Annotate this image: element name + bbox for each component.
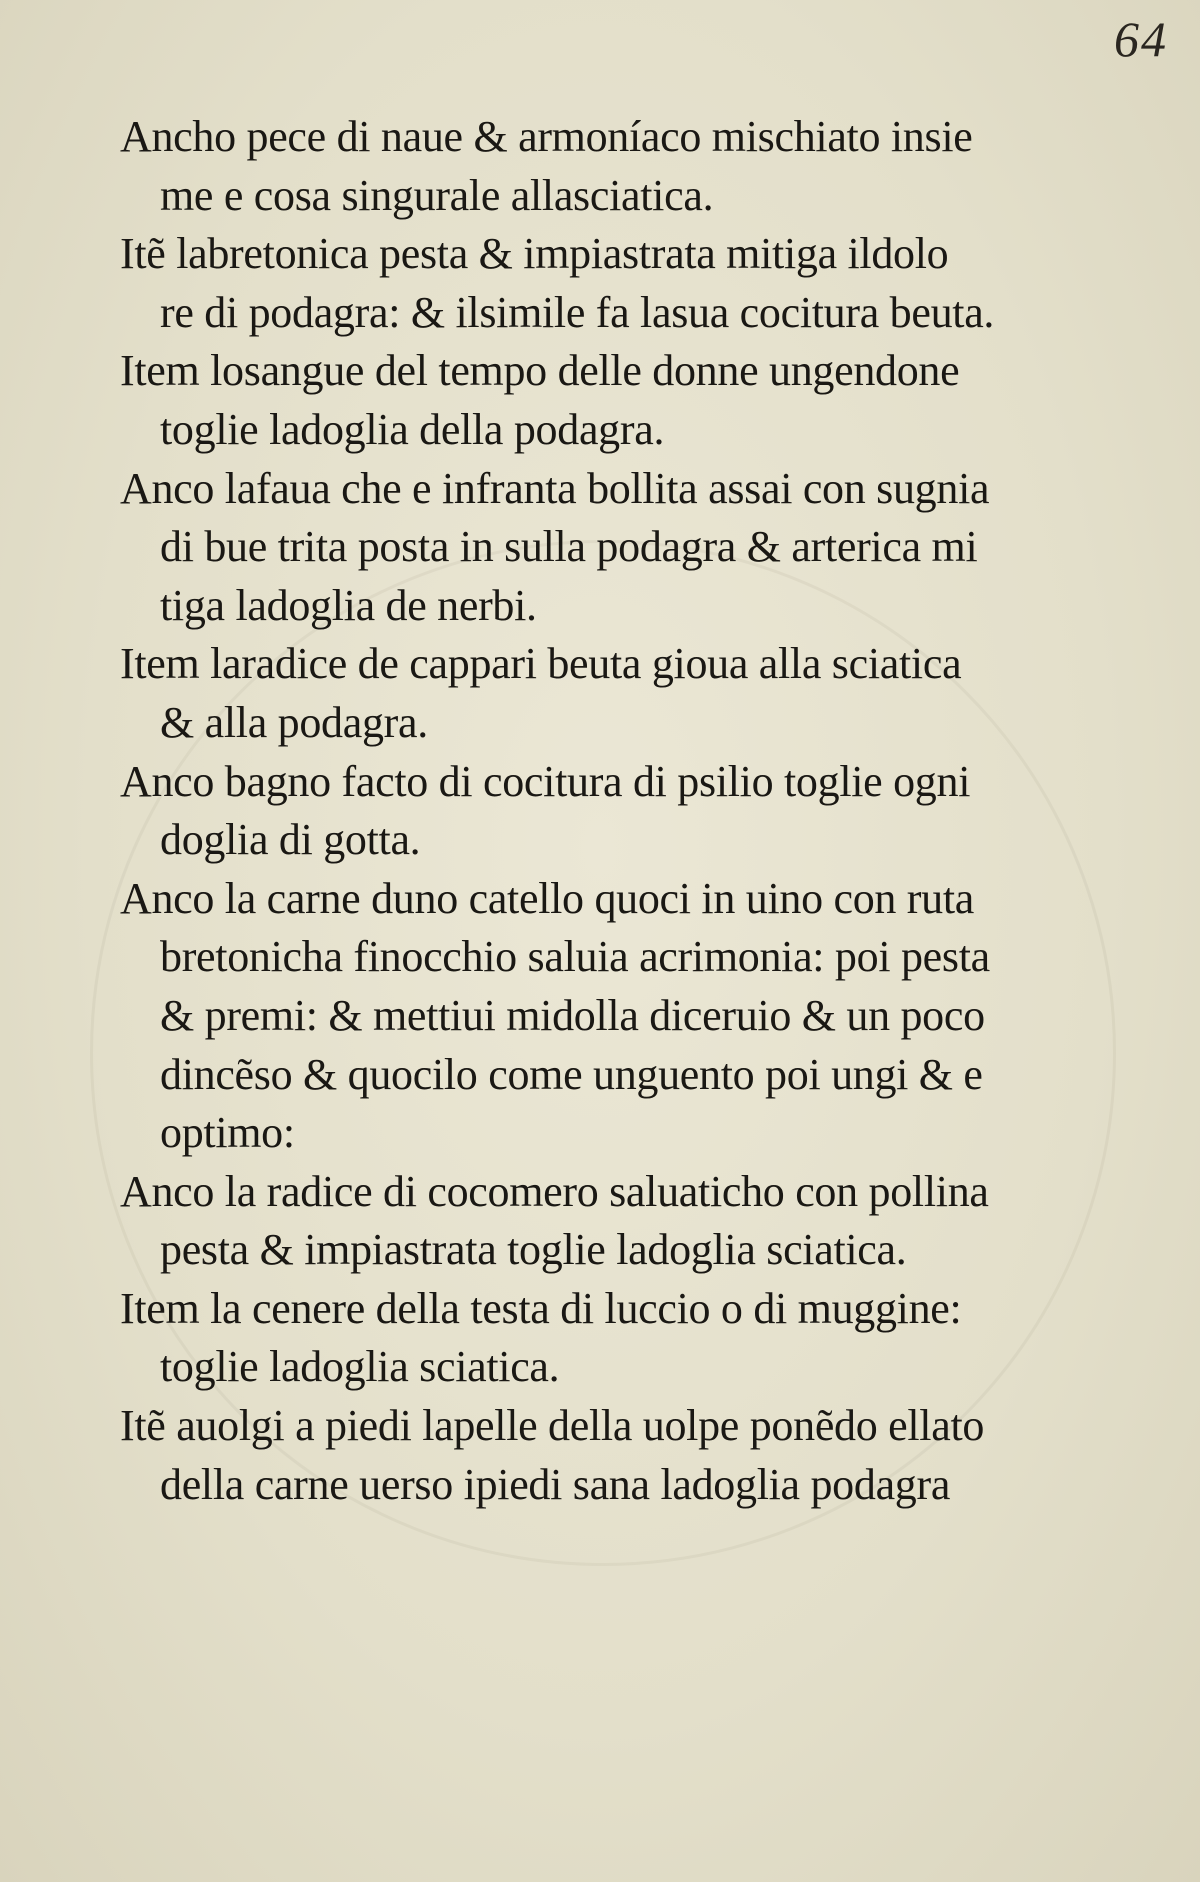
entry-line: tiga ladoglia de nerbi.: [160, 580, 537, 630]
entry-line: & alla podagra.: [160, 697, 428, 747]
entry-line: & premi: & mettiui midolla diceruio & un poco: [160, 990, 985, 1040]
entry-6: [120, 753, 1110, 870]
entry-line: toglie ladoglia sciatica.: [160, 1342, 560, 1392]
entry-line: Anco lafaua che e infranta bollita assai con sugnia: [120, 463, 990, 513]
entry-line: Itẽ auolgi a piedi lapelle della uolpe ponẽdo ellato: [120, 1401, 985, 1451]
entry-line: Item la cenere della testa di luccio o di muggine:: [120, 1283, 962, 1333]
entry-10: [120, 1397, 1110, 1514]
entry-9: [120, 1280, 1110, 1397]
entry-line: Itẽ labretonica pesta & impiastrata mitiga ildolo: [120, 229, 949, 279]
folio-number: 64: [1114, 11, 1168, 67]
entry-line: Item losangue del tempo delle donne ungendone: [120, 346, 960, 396]
entry-7: [120, 870, 1110, 1163]
entry-line: Anco bagno facto di cocitura di psilio toglie ogni: [120, 756, 971, 806]
text-block: [120, 108, 1110, 1514]
entry-line: pesta & impiastrata toglie ladoglia sciatica.: [160, 1225, 907, 1275]
entry-line: me e cosa singurale allasciatica.: [160, 170, 714, 220]
entry-line: doglia di gotta.: [160, 815, 421, 865]
entry-line: dincẽso & quocilo come unguento poi ungi & e: [160, 1049, 983, 1099]
entry-8: [120, 1163, 1110, 1280]
entry-line: bretonicha finocchio saluia acrimonia: poi pesta: [160, 932, 990, 982]
entry-line: della carne uerso ipiedi sana ladoglia podagra: [160, 1459, 951, 1509]
entry-line: re di podagra: & ilsimile fa lasua cocitura beuta.: [160, 287, 995, 337]
entry-4: [120, 460, 1110, 636]
entry-line: toglie ladoglia della podagra.: [160, 404, 665, 454]
entry-line: Ancho pece di naue & armoníaco mischiato insie: [120, 112, 973, 161]
entry-line: di bue trita posta in sulla podagra & arterica mi: [160, 522, 978, 572]
entry-5: [120, 635, 1110, 752]
entry-line: optimo:: [160, 1108, 295, 1158]
entry-1: [120, 108, 1110, 225]
entry-line: Anco la carne duno catello quoci in uino con ruta: [120, 873, 974, 923]
entry-line: Anco la radice di cocomero saluaticho con pollina: [120, 1166, 989, 1216]
entry-2: [120, 225, 1110, 342]
entry-3: [120, 342, 1110, 459]
entry-line: Item laradice de cappari beuta gioua alla sciatica: [120, 639, 962, 689]
